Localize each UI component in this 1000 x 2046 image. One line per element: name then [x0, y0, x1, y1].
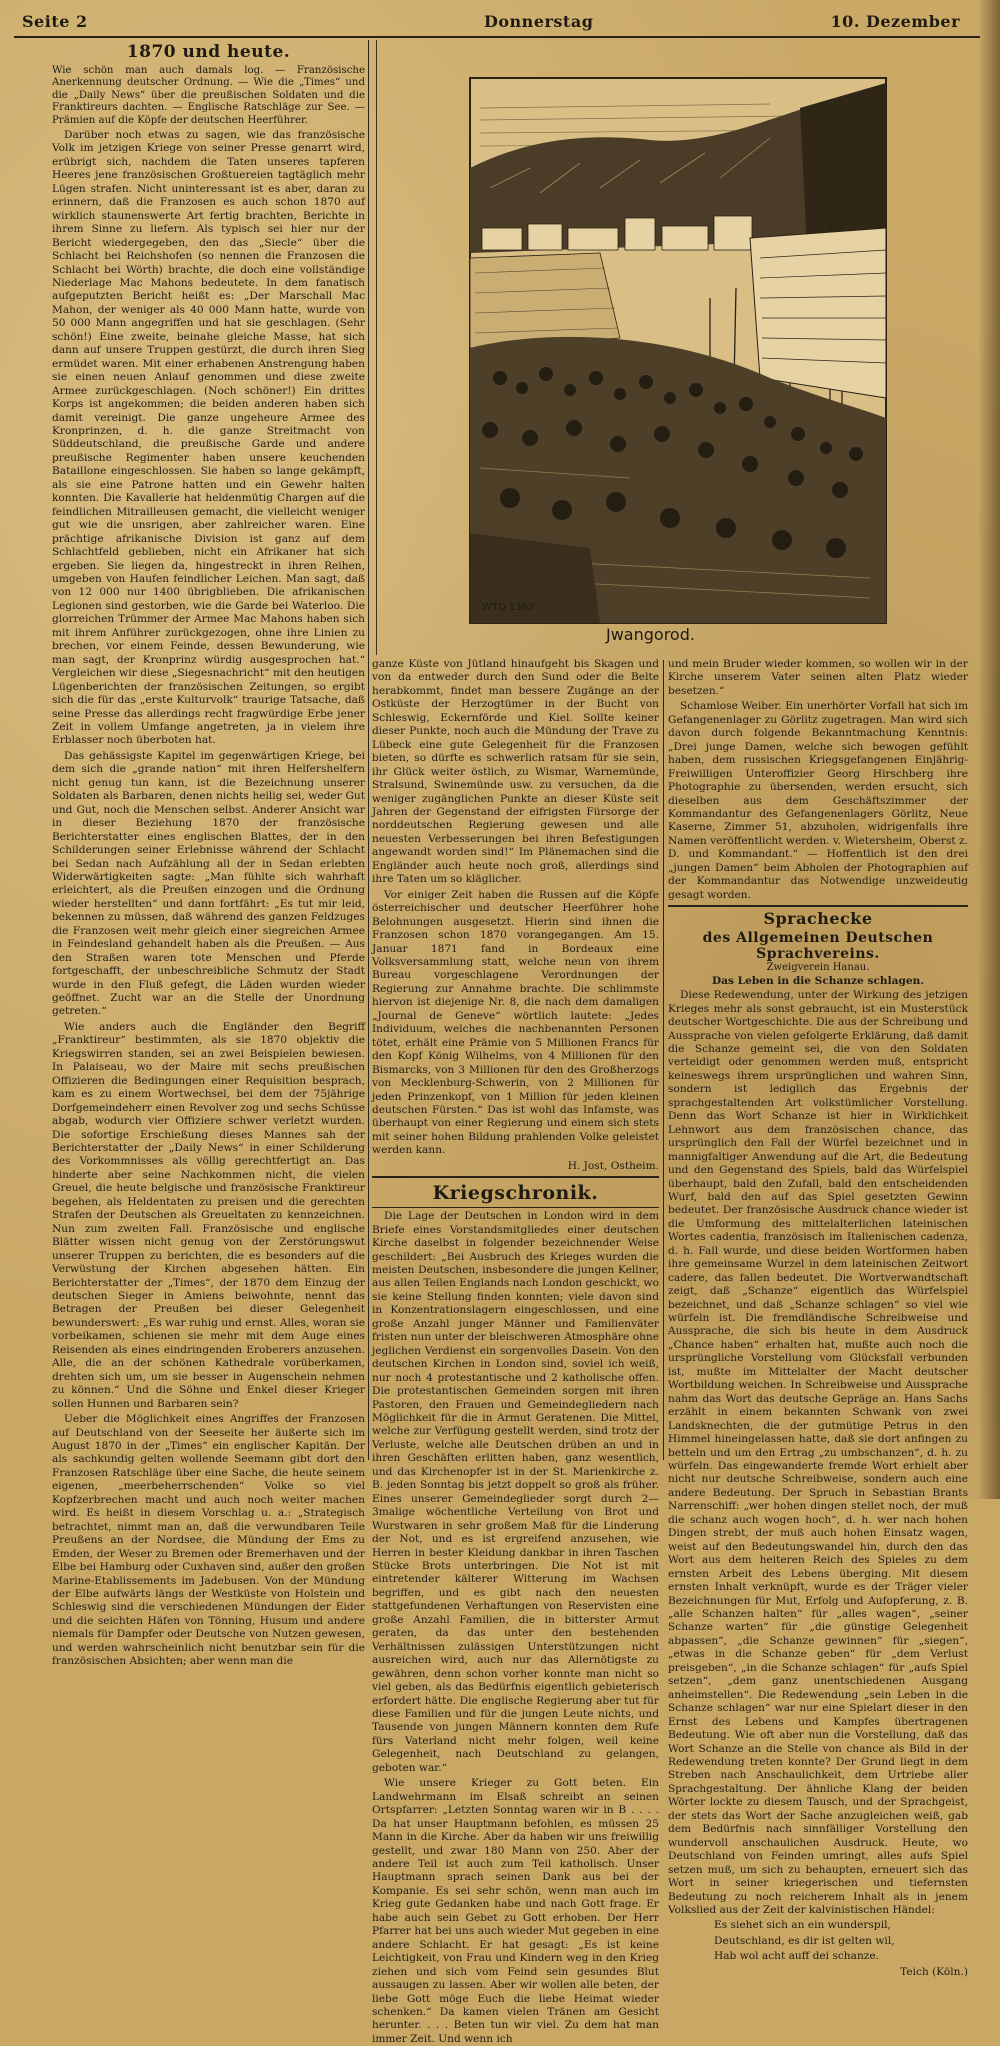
section-rule: [372, 1176, 659, 1178]
section-rule: [668, 905, 968, 907]
article-title-1870: 1870 und heute.: [126, 42, 291, 62]
sprachecke-title: Sprachecke: [763, 909, 873, 929]
section-rule: [372, 1207, 659, 1208]
sprachecke-branch: Zweigverein Hanau.: [766, 962, 870, 974]
column-middle: [372, 658, 659, 2045]
sprachecke-subhead: Das Leben in die Schanze schlagen.: [711, 975, 925, 988]
poem-line: Deutschland, es dir ist gelten wil,: [714, 1934, 895, 1947]
article-title-kriegschronik: Kriegschronik.: [432, 1182, 599, 1205]
article-lead: Wie schön man auch damals log. — Französische Anerkennung deutscher Ordnung. — Wie die „Times“ und die „Daily News“ über die preußischen Soldaten und die Franktireurs dachten. — Englische Ratschläge zur See. — Prämien auf die Köpfe der deutschen Heerführer.: [52, 65, 365, 126]
article-paragraph: Schamlose Weiber. Ein unerhörter Vorfall hat sich im Gefangenenlager zu Görlitz zugetragen. Man wird sich davon durch folgende Bekanntmachung Kenntnis: „Drei junge Damen, welche sich bewogen gefühlt haben, dem russischen Kriegsgefangenen Einjährig-Freiwilligen Unteroffizier Georg Hirschberg ihre Photographie zu übersenden, werden ersucht, sich dieselben aus dem Geschäftszimmer der Kommandantur des Gefangenenlagers Görlitz, Neue Kaserne, Zimmer 51, abzuholen, widrigenfalls ihre Namen veröffentlicht werden. v. Wietersheim, Oberst z. D. und Kommandant.“ — Hoffentlich ist den drei „jungen Damen“ beim Abholen der Photographien auf der Kommandantur das Notwendige unzweideutig gesagt worden.: [668, 700, 968, 901]
article-paragraph: Darüber noch etwas zu sagen, wie das französische Volk im jetzigen Kriege von seiner Presse genarrt wird, erübrigt sich, nachdem die Taten unseres tapferen Heeres jene französischen Großtuereien tagtäglich mehr Lügen strafen. Nicht uninteressant ist es aber, daran zu erinnern, daß die Franzosen es auch schon 1870 auf wirklich staunenswerte Art fertig brachten, Berichte in ihrem Sinne zu liefern. Als typisch sei hier nur der Bericht wiedergegeben, den das „Siecle“ über die Schlacht bei Reichshofen (so nennen die Franzosen die Schlacht bei Wörth) brachte, die doch eine vollständige Niederlage Mac Mahons bedeutete. In dem fanatisch aufgeputzten Bericht heißt es: „Der Marschall Mac Mahon, der weniger als 40 000 Mann hatte, wurde von 50 000 Mann angegriffen und hat sie geschlagen. (Sehr schön!) Eine zweite, beinahe gleiche Masse, hat sich dann auf unsere Truppen gestürzt, die durch ihren Sieg ermüdet waren. Mit einer erhabenen Anstrengung haben sie einen neuen Anlauf genommen und diese zweite Armee zurückgeschlagen. (Noch schöner!) Ein drittes Korps ist angekommen; die beiden anderen haben sich damit vereinigt. Die ganze ungeheure Armee des Kronprinzen, d. h. die ganze Streitmacht von Süddeutschland, die preußische Garde und andere preußische Regimenter haben unsere keuchenden Bataillone eingeschlossen. Sie haben so lange gekämpft, als sie eine Patrone hatten und ein Gewehr halten konnten. Die Kavallerie hat heldenmütig Chargen auf die feindlichen Mitrailleusen gemacht, die vielleicht weniger gut wie die unsrigen, aber zahlreicher waren. Eine prächtige afrikanische Division ist ganz auf dem Schlachtfeld geblieben, nicht ein Afrikaner hat sich ergeben. Sie liegen da, hingestreckt in ihren Reihen, umgeben von Haufen feindlicher Leichen. Man sagt, daß von 12 000 nur 1400 übrigblieben. Die afrikanischen Legionen sind gestorben, wie die Garde bei Waterloo. Die glorreichen Trümmer der Armee Mac Mahons haben sich mit ihrem Anführer zurückgezogen, ohne ihre Linien zu brechen, vor einem Feinde, dessen Bewunderung, wie man sagt, der Kronprinz würdig ausgesprochen hat.“ Vergleichen wir diese „Siegesnachricht“ mit den heutigen Lügenberichten der französischen Zeitungen, so ergibt sich die für das „erste Kulturvolk“ traurige Tatsache, daß seine Presse das allerdings recht fragwürdige Erbe jener Zeit in vollem Umfange angetreten, ja in vielem ihre Erblasser noch überboten hat.: [52, 129, 365, 747]
illustration-caption: Jwangorod.: [606, 625, 695, 644]
article-paragraph: und mein Bruder wieder kommen, so wollen wir in der Kirche unserem Vater seinen alten Platz wieder besetzen.“: [668, 658, 968, 697]
page-number: Seite 2: [22, 12, 88, 31]
poem-line: Hab wol acht auff dei schanze.: [714, 1950, 879, 1963]
illustration-drawing: [470, 78, 886, 623]
poem-line: Es siehet sich an ein wunderspil,: [714, 1919, 891, 1932]
column-divider-right: [663, 660, 664, 1460]
article-paragraph: Vor einiger Zeit haben die Russen auf die Köpfe österreichischer und deutscher Heerführer hohe Belohnungen ausgesetzt. Hierin sind ihnen die Franzosen schon 1870 vorangegangen. Am 15. Januar 1871 fand in Bordeaux eine Volksversammlung statt, welche neun von ihrem Bureau vorgeschlagene Verordnungen der Regierung zur Annahme brachte. Die schlimmste hiervon ist diejenige Nr. 8, die nach dem damaligen „Journal de Geneve“ wörtlich lautete: „Jedes Individuum, welches die nachbenannten Personen tötet, erhält eine Prämie von 5 Millionen Francs für den Kopf König Wilhelms, von 4 Millionen für den Bismarcks, von 3 Millionen für den des Großherzogs von Mecklenburg-Schwerin, von 2 Millionen für jeden Prinzenkopf, von 1 Million für jeden kleinen deutschen Fürsten.“ Das ist wohl das Infamste, was überhaupt von einer Regierung und einem sich stets mit seiner hohen Bildung prahlenden Volke geleistet werden kann.: [372, 888, 659, 1157]
artist-signature: WTD 1362: [482, 602, 535, 613]
page-edge-shadow: [978, 0, 1000, 1499]
article-paragraph: Das gehässigste Kapitel im gegenwärtigen Kriege, bei dem sich die „grande nation“ mit ihren Helfershelfern nicht genug tun kann, ist die Bezeichnung unserer Soldaten als Barbaren, denen nichts heilig sei, weder Gut und Gut, noch die Menschen selbst. Anderer Ansicht war in dieser Beziehung 1870 der französische Berichterstatter eines englischen Blattes, der in den Schilderungen seiner Erlebnisse während der Schlacht bei Sedan nach Aufzählung all der in Sedan erlebten Widerwärtigkeiten sagte: „Man fühlte sich wahrhaft erleichtert, als die Preußen einzogen und die Ordnung wieder herstellten“ und dann fortfährt: „Es tut mir leid, bekennen zu müssen, daß während des ganzen Feldzuges die Franzosen weit mehr gleich einer siegreichen Armee in Feindesland gehandelt haben als die Preußen. — Aus den Straßen waren tote Menschen und Pferde fortgeschafft, der unbeschreibliche Schmutz der Stadt wurde in den Fluß gefegt, die Läden wurden wieder geöffnet. Zucht war an die Stelle der Unordnung getreten.“: [52, 749, 365, 1018]
article-paragraph: Diese Redewendung, unter der Wirkung des jetzigen Krieges mehr als sonst gebraucht, ist ein Musterstück deutscher Wortgeschichte. Die aus der Schreibung und Aussprache von vielen gefolgerte Erklärung, daß damit die Schanze gemeint sei, die von den Soldaten verteidigt oder genommen werden muß, entspricht keineswegs ihrem ursprünglichen und wahren Sinn, sondern ist lediglich das Ergebnis der sprachgestaltenden Art volkstümlicher Vorstellung. Denn das Wort Schanze ist hier in Wirklichkeit Lehnwort aus dem französischen chance, das ursprünglich den Fall der Würfel bezeichnet und in mannigfaltiger Anwendung auf die Art, die Bedeutung und den Gegenstand des Spiels, bald das Würfelspiel überhaupt, bald den Zufall, bald den entscheidenden Wurf, bald den auf das Spiel gesetzten Gewinn bedeutet. Der französische Ausdruck chance wieder ist die Umformung des mittelalterlichen lateinischen Wortes cadentia, französisch im Italienischen cadenza, d. h. Fall wurde, und diese beiden Wortformen haben ihre gemeinsame Wurzel in dem lateinischen Zeitwort cadere, das fallen bedeutet. Die Wortverwandtschaft zeigt, daß „Schanze“ eigentlich das Würfelspiel bezeichnet, und daß „Schanze schlagen“ so viel wie würfeln ist. Die fremdländische Schreibweise und Aussprache, die sich bis heute in dem Ausdruck „Chance haben“ erhalten hat, mußte auch noch die ursprüngliche Vorstellung vom Glücksfall verbunden ist, mußte im Mittelalter der Macht deutscher Wortbildung weichen. In Schreibweise und Aussprache nahm das Wort das deutsche Gepräge an. Hans Sachs erzählt in einem bekannten Schwank von zwei Landsknechten, die der gutmütige Petrus in den Himmel hineingelassen hatte, daß sie dort anfingen zu betteln und um den Ertrag „zu umbschanzen“, d. h. zu würfeln. Das eingewanderte fremde Wort erhielt aber nicht nur deutsche Schreibweise, sondern auch eine andere Bedeutung. Der Spruch in Sebastian Brants Narrenschiff: „wer hohen dingen stellet noch, der muß die schanz auch wogen hoch“, d. h. wer nach hohen Dingen strebt, der muß auch hohen Einsatz wagen, weist auf den Bedeutungswandel hin, durch den das Wort aus dem heiteren Reich des Spieles zu dem ernsten Arbeit des Lebens überging. Mit diesem ernsten Inhalt verknüpft, wurde es der Träger vieler Bezeichnungen für Mut, Erfolg und Aufopferung, z. B. „alle Schanzen halten“ für „alles wagen“, „seiner Schanze warten“ für „die günstige Gelegenheit abpassen“, „die Schanze gewinnen“ für „siegen“, „etwas in die Schanze geben“ für „dem Verlust preisgeben“, „in die Schanze schlagen“ für „aufs Spiel setzen“, „dem ganz unentschiedenen Ausgang anheimstellen“. Die Redewendung „sein Leben in die Schanze schlagen“ war nur eine Spielart dieser in den Ernst des Lebens und Kampfes übertragenen Bedeutung. Wie oft aber nun die Vorstellung, daß das Wort Schanze an die Stelle von chance als Bild in der Redewendung treten konnte? Der Grund liegt in dem Streben nach Anschaulichkeit, dem Urtriebe aller Sprachgestaltung. Der ähnliche Klang der beiden Wörter lockte zu diesem Tausch, und der Sprachgeist, der stets das Wort der Sache anzugleichen weiß, gab dem Bedürfnis nach sinnfälliger Vorstellung den wundervoll anschaulichen Ausdruck. Heute, wo Deutschland von Feinden umringt, alles aufs Spiel setzen muß, um sich zu behaupten, erneuert sich das Wort in seiner kriegerischen und tiefernsten Bedeutung zu noch reicherem Inhalt als in jenem Volkslied aus der Zeit der kalvinistischen Händel:: [668, 989, 968, 1916]
header-rule: [14, 36, 980, 38]
page-header: [14, 6, 960, 38]
column-divider-left: [368, 40, 369, 1460]
illustration-jwangorod: [470, 78, 886, 648]
article-paragraph: ganze Küste von Jütland hinaufgeht bis Skagen und von da entweder durch den Sund oder die Belte herabkommt, findet man bessere Zugänge an der Ostküste der Herzogtümer in der Bucht von Schleswig, Eckernförde und Kiel. Sollte keiner dieser Punkte, noch auch die Mündung der Trave zu Lübeck eine gute Gelegenheit für die Franzosen bieten, so dürfte es schwerlich ratsam für sie sein, ihr Glück weiter östlich, zu Wismar, Warnemünde, Stralsund, Swinemünde usw. zu versuchen, da die weniger zugänglichen Punkte an dieser Küste seit Jahren der Gegenstand der eifrigsten Fürsorge der norddeutschen Regierung gewesen und alle neuesten Verbesserungen bei ihren Befestigungen angewandt worden sind!“ Im Plänemachen sind die Engländer auch heute noch groß, allerdings sind ihre Taten um so kläglicher.: [372, 658, 659, 886]
article-paragraph: Die Lage der Deutschen in London wird in dem Briefe eines Vorstandsmitgliedes einer deutschen Kirche daselbst in folgender bezeichnender Weise geschildert: „Bei Ausbruch des Krieges wurden die meisten Deutschen, insbesondere die jungen Kellner, aus allen Teilen Englands nach London geschickt, wo sie keine Stellung finden konnten; viele davon sind in Konzentrationslagern eingeschlossen, und eine große Anzahl junger Männer und Familienväter fristen nun unter der bleischweren Atmosphäre ohne jeglichen Verdienst ein sorgenvolles Dasein. Von den deutschen Kirchen in London sind, soviel ich weiß, nur noch 4 protestantische und 2 katholische offen. Die protestantischen Gemeinden sorgen mit ihren Pastoren, den Frauen und Gemeindegliedern nach Möglichkeit für die in Armut Geratenen. Die Mittel, welche zur Verfügung gestellt werden, sind trotz der Verluste, welche alle Deutschen drüben an und in ihren Geschäften erlitten haben, ganz wesentlich, und das Kirchenopfer ist in der St. Marienkirche z. B. jeden Sonntag bis jetzt doppelt so groß als früher. Eines unserer Gemeindeglieder sorgt durch 2—3malige wöchentliche Verteilung von Brot und Wurstwaren in sehr großem Maß für die Linderung der Not, und es ist ergreifend anzusehen, wie Herren in bester Kleidung dankbar in ihren Taschen Stücke Brots unterbringen. Die Not ist mit eintretender kälterer Witterung im Wachsen begriffen, und es gibt nach den neuesten stattgefundenen Verhaftungen von Reservisten eine große Anzahl Familien, die in bitterster Armut geraten, da das unter den bestehenden Verhältnissen zulässigen Unterstützungen nicht ausreichen wird, auch nur das Allernötigste zu gewähren, denn schon vorher konnte man nicht so viel geben, als das Bedürfnis eigentlich gebieterisch erfordert hätte. Die englische Regierung aber tut für diese Familien und für die jungen Leute nichts, und Tausende von jungen Männern konnten dem Rufe fürs Vaterland nicht mehr folgen, weil keine Gelegenheit, nach Deutschland zu gelangen, geboten war.“: [372, 1210, 659, 1774]
header-day: Donnerstag: [484, 12, 594, 31]
article-paragraph: Wie anders auch die Engländer den Begriff „Franktireur“ bestimmten, als sie 1870 objektiv die Kriegswirren standen, sei an zwei Beispielen bewiesen. In Palaiseau, wo der Maire mit sechs preußischen Offizieren die Bedingungen einer Requisition besprach, kam es zu einem Wortwechsel, bei dem der 75jährige Dorfgemeindeherr einen Revolver zog und sechs Schüsse abgab, wodurch vier Offiziere schwer verletzt wurden. Die sofortige Erschießung dieses Mannes sah der Berichterstatter der „Daily News“ in einer Schilderung des Vorkommnisses als völlig gerechtfertigt an. Das hinderte aber seine Nachkommen nicht, die vielen Greuel, die heute belgische und französische Franktireur begehen, als Heldentaten zu preisen und die gerechten Strafen der Deutschen als Greueltaten zu kennzeichnen. Nun zum zweiten Fall. Französische und englische Blätter wissen nicht genug von der Zerstörungswut unserer Truppen zu berichten, die es besonders auf die Verwüstung der Kirchen abgesehen hätten. Ein Berichterstatter der „Times“, der 1870 dem Einzug der deutschen Sieger in Amiens beiwohnte, nennt das Betragen der Preußen bei dieser Gelegenheit bewunderswert: „Es war ruhig und ernst. Alles, woran sie vorbeikamen, schienen sie mehr mit dem Auge eines Reisenden als eines eindringenden Eroberers anzusehen. Alle, die an der schönen Kathedrale vorüberkamen, drehten sich um, um sie besser in Augenschein nehmen zu können.“ Und die Söhne und Enkel dieser Krieger sollen Hunnen und Barbaren sein?: [52, 1020, 365, 1410]
column-right: [668, 658, 968, 1978]
article-signature: H. Jost, Ostheim.: [567, 1159, 659, 1172]
header-date: 10. Dezember: [830, 12, 960, 31]
article-paragraph: Ueber die Möglichkeit eines Angriffes der Franzosen auf Deutschland von der Seeseite her äußerte sich im August 1870 in der „Times“ ein englischer Kapitän. Der als sachkundig gelten wollende Seemann gibt dort den Franzosen Ratschläge über eine Sache, die heute seinem eigenen, „meerbeherrschenden“ Volke so viel Kopfzerbrechen macht und auch noch weiter machen wird. Es heißt in diesem Vorschlag u. a.: „Strategisch betrachtet, nimmt man an, daß die verwundbaren Teile Preußens an der Nordsee, die Mündung der Ems zu Emden, der Weser zu Bremen oder Bremerhaven und der Elbe bei Hamburg oder Cuxhaven sind, außer den großen Marine-Etablissements im Jadebusen. Von der Mündung der Elbe aufwärts längs der Westküste von Holstein und Schleswig sind die verschiedenen Mündungen der Eider und die seichten Häfen von Tönning, Husum und andere niemals für Dampfer oder Deutsche von Nutzen gewesen, und werden wahrscheinlich nicht benutzbar sein für die französischen Absichten; aber wenn man die: [52, 1413, 365, 1668]
column-left: [52, 40, 365, 1668]
figure-frame-left: [376, 40, 377, 655]
article-paragraph: Wie unsere Krieger zu Gott beten. Ein Landwehrmann im Elsaß schreibt an seinen Ortspfarrer: „Letzten Sonntag waren wir in B . . . . Da hat unser Hauptmann befohlen, es müssen 25 Mann in die Kirche. Aber da haben wir uns freiwillig gestellt, und zwar 180 Mann von 250. Aber der andere Teil ist auch zum Teil katholisch. Unser Hauptmann sprach seinen Dank aus bei der Kompanie. Es sei sehr schön, wenn man auch im Krieg gute Gedanken habe und nach Gott frage. Er habe auch sein Gebet zu Gott erhoben. Der Herr Pfarrer hat bei uns auch wieder Mut gegeben in eine andere Schlacht. Er hat gesagt: „Es ist keine Leichtigkeit, von Frau und Kindern weg in den Krieg ziehen und sich vom Feind sein gesundes Blut aussaugen zu lassen. Aber wir wollen alle beten, der liebe Gott möge Euch die liebe Heimat wieder schenken.“ Da kamen vielen Tränen am Gesicht herunter. . . . Beten tun wir viel. Zu dem hat man immer Zeit. Und wenn ich: [372, 1777, 659, 2045]
sprachecke-subtitle: des Allgemeinen Deutschen Sprachvereins.: [702, 930, 934, 963]
article-signature: Teich (Köln.): [900, 1965, 968, 1978]
